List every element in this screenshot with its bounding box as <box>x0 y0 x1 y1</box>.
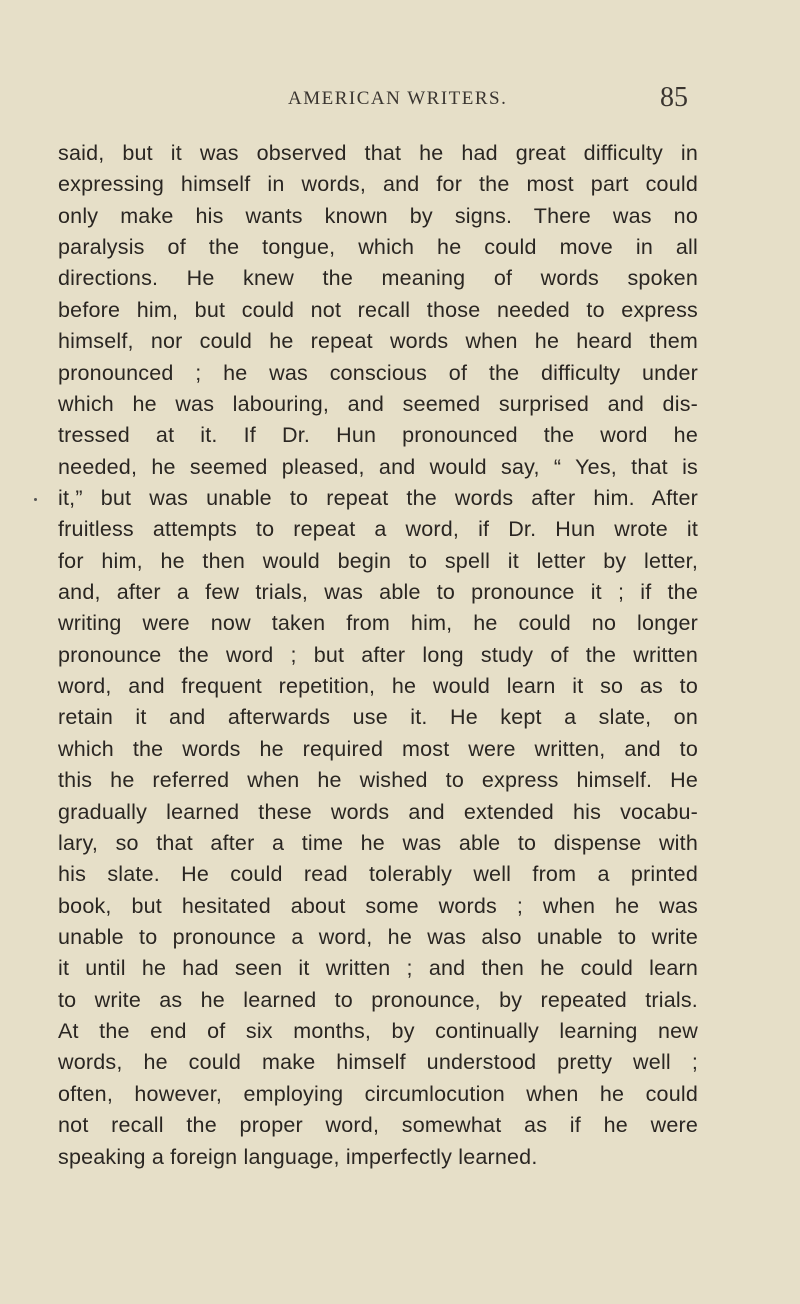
text-line: book, but hesitated about some words ; when he was <box>58 893 698 918</box>
text-line: only make his wants known by signs. There was no <box>58 203 698 228</box>
text-line: writing were now taken from him, he could no longer <box>58 611 698 636</box>
text-line: before him, but could not recall those needed to express <box>58 297 698 322</box>
text-line: needed, he seemed pleased, and would say, “ Yes, that is <box>58 454 698 479</box>
text-line: his slate. He could read tolerably well from a printed <box>58 862 698 887</box>
text-line: unable to pronounce a word, he was also unable to write <box>58 924 698 949</box>
text-line: often, however, employing circumlocution when he could <box>58 1081 698 1106</box>
text-line: expressing himself in words, and for the most part could <box>58 172 698 197</box>
text-line: directions. He knew the meaning of words spoken <box>58 266 698 291</box>
text-line: retain it and afterwards use it. He kept a slate, on <box>58 705 698 730</box>
text-line: which the words he required most were written, and to <box>58 736 698 761</box>
margin-mark <box>34 498 37 501</box>
running-title: AMERICAN WRITERS. <box>288 88 508 109</box>
text-line: this he referred when he wished to express himself. He <box>58 768 698 793</box>
text-line: word, and frequent repetition, he would learn it so as to <box>58 674 698 699</box>
text-line: lary, so that after a time he was able to dispense with <box>58 830 698 855</box>
text-line: said, but it was observed that he had great difficulty in <box>58 141 698 165</box>
text-line: for him, he then would begin to spell it letter by letter, <box>58 548 698 573</box>
text-line: not recall the proper word, somewhat as if he were <box>58 1113 698 1138</box>
body-text <box>58 138 698 1173</box>
text-line: it until he had seen it written ; and then he could learn <box>58 956 698 981</box>
text-line: fruitless attempts to repeat a word, if Dr. Hun wrote it <box>58 517 698 542</box>
text-line: to write as he learned to pronounce, by repeated trials. <box>58 987 698 1012</box>
text-line: speaking a foreign language, imperfectly learned. <box>58 1144 538 1169</box>
text-line: words, he could make himself understood pretty well ; <box>58 1050 698 1075</box>
text-line: pronounced ; he was conscious of the difficulty under <box>58 360 698 385</box>
text-line: At the end of six months, by continually learning new <box>58 1019 698 1044</box>
text-line: himself, nor could he repeat words when he heard them <box>58 329 698 354</box>
text-line: gradually learned these words and extended his vocabu- <box>58 799 698 824</box>
running-head <box>0 82 800 118</box>
text-line: which he was labouring, and seemed surprised and dis- <box>58 391 698 416</box>
text-line: it,” but was unable to repeat the words after him. After <box>58 485 698 510</box>
text-line: paralysis of the tongue, which he could move in all <box>58 235 698 260</box>
page-number: 85 <box>660 82 688 113</box>
text-line: pronounce the word ; but after long study of the written <box>58 642 698 667</box>
text-line: tressed at it. If Dr. Hun pronounced the word he <box>58 423 698 448</box>
text-line: and, after a few trials, was able to pronounce it ; if the <box>58 580 698 605</box>
